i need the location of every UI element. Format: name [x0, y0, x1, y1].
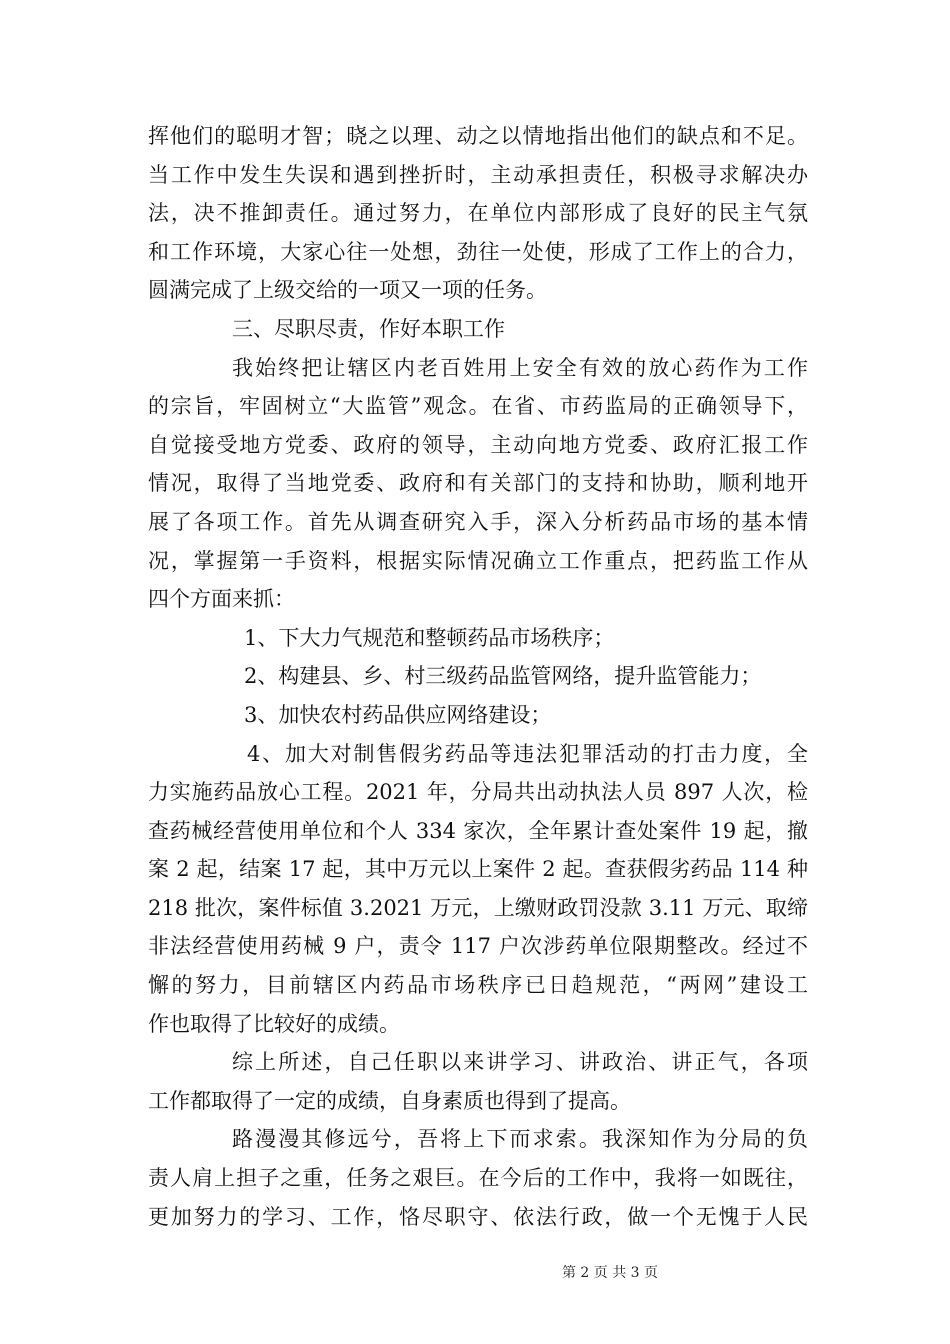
page-number-footer: 第 2 页 共 3 页 — [561, 1265, 659, 1281]
section-heading: 三、尽职尽责，作好本职工作 — [232, 316, 505, 341]
text-line: 非法经营使用药械 9 户，责令 117 户次涉药单位限期整改。经过不 — [148, 934, 808, 959]
text-line: 作也取得了比较好的成绩。 — [148, 1011, 400, 1036]
text-line: 四个方面来抓： — [148, 587, 295, 612]
text-line: 我始终把让辖区内老百姓用上安全有效的放心药作为工作 — [232, 355, 808, 380]
text-line: 展了各项工作。首先从调查研究入手，深入分析药品市场的基本情 — [148, 509, 808, 534]
list-item: 3、加快农村药品供应网络建设； — [244, 702, 552, 727]
text-line: 自觉接受地方党委、政府的领导，主动向地方党委、政府汇报工作 — [148, 432, 808, 457]
list-item: 1、下大力气规范和整顿药品市场秩序； — [244, 625, 615, 650]
text-line: 懈的努力，目前辖区内药品市场秩序已日趋规范，“两网”建设工 — [148, 973, 808, 998]
text-line: 更加努力的学习、工作，恪尽职守、依法行政，做一个无愧于人民 — [148, 1204, 808, 1229]
text-line: 案 2 起，结案 17 起，其中万元以上案件 2 起。查获假劣药品 114 种 — [148, 857, 808, 882]
list-item: 2、构建县、乡、村三级药品监管网络，提升监管能力； — [244, 664, 762, 689]
text-line: 法，决不推卸责任。通过努力，在单位内部形成了良好的民主气氛 — [148, 201, 808, 226]
text-line: 综上所述，自己任职以来讲学习、讲政治、讲正气，各项 — [232, 1050, 808, 1075]
text-line: 挥他们的聪明才智；晓之以理、动之以情地指出他们的缺点和不足。 — [148, 124, 808, 148]
text-line: 查药械经营使用单位和个人 334 家次，全年累计查处案件 19 起，撤 — [148, 818, 808, 843]
text-line: 工作都取得了一定的成绩，自身素质也得到了提高。 — [148, 1088, 631, 1113]
text-line: 的宗旨，牢固树立“大监管”观念。在省、市药监局的正确领导下， — [148, 394, 808, 419]
text-line: 责人肩上担子之重，任务之艰巨。在今后的工作中，我将一如既往， — [148, 1166, 808, 1191]
text-line: 况，掌握第一手资料，根据实际情况确立工作重点，把药监工作从 — [148, 548, 808, 573]
text-line: 力实施药品放心工程。2021 年，分局共出动执法人员 897 人次，检 — [148, 780, 808, 805]
text-line: 情况，取得了当地党委、政府和有关部门的支持和协助，顺利地开 — [148, 471, 808, 496]
text-line: 路漫漫其修远兮，吾将上下而求索。我深知作为分局的负 — [232, 1127, 808, 1152]
text-line: 和工作环境，大家心往一处想，劲往一处使，形成了工作上的合力， — [148, 239, 808, 264]
text-line: 当工作中发生失误和遇到挫折时，主动承担责任，积极寻求解决办 — [148, 162, 808, 187]
text-line: 218 批次，案件标值 3.2021 万元，上缴财政罚没款 3.11 万元、取缔 — [148, 895, 808, 920]
document-body — [148, 117, 808, 1236]
text-line: 圆满完成了上级交给的一项又一项的任务。 — [148, 278, 547, 303]
list-item: 4、加大对制售假劣药品等违法犯罪活动的打击力度，全 — [247, 741, 808, 766]
